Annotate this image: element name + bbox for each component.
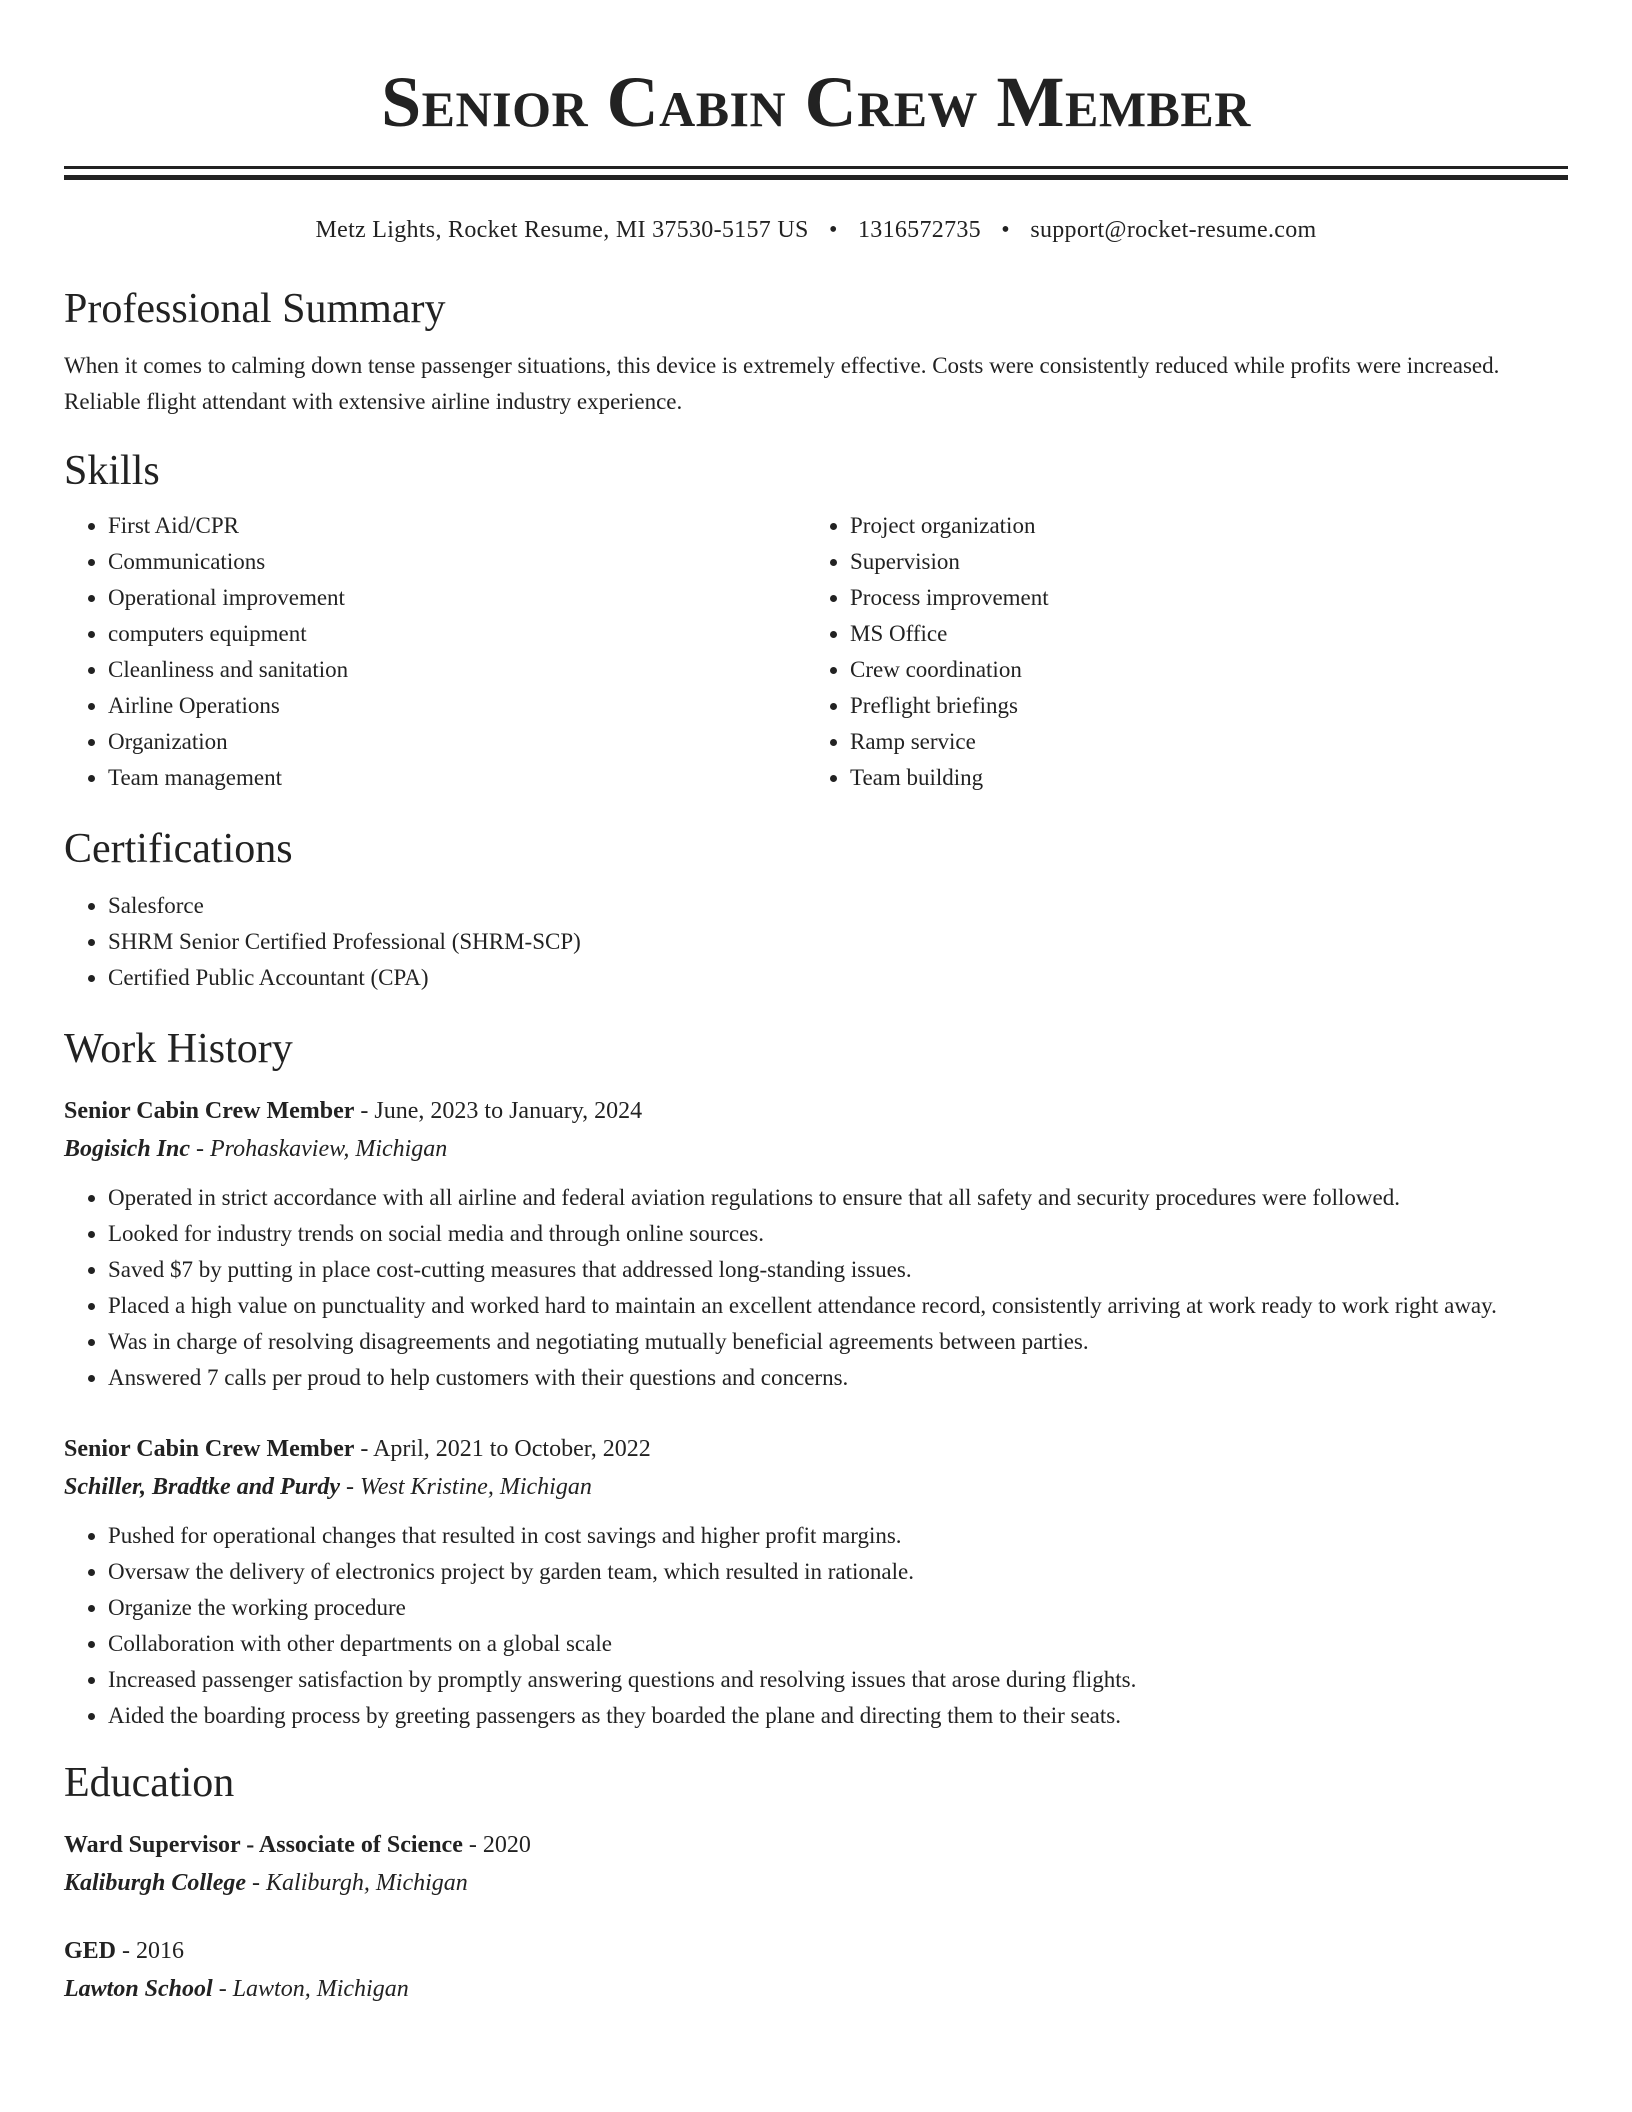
education-degree-line	[64, 1932, 1568, 1970]
skill-item: • Communications	[108, 544, 806, 580]
job-duty: • Aided the boarding process by greeting passengers as they boarded the plane and directing them to their seats.	[108, 1698, 1568, 1734]
education-school-line	[64, 1970, 1568, 2008]
job-company-line	[64, 1468, 1568, 1506]
work-history-heading: Work History	[64, 1026, 293, 1072]
job-entry	[64, 1092, 1568, 1396]
resume-title: Senior Cabin Crew Member	[381, 62, 1251, 142]
skills-heading: Skills	[64, 448, 160, 494]
job-dates: - June, 2023 to January, 2024	[354, 1098, 643, 1124]
job-duty: • Pushed for operational changes that resulted in cost savings and higher profit margins.	[108, 1518, 1568, 1554]
education-entry	[64, 1826, 1568, 1902]
job-duty: • Saved $7 by putting in place cost-cutting measures that addressed long-standing issues.	[108, 1252, 1568, 1288]
contact-phone: 1316572735	[857, 217, 981, 243]
job-title: Senior Cabin Crew Member	[64, 1436, 355, 1462]
certification-item: • Salesforce	[108, 888, 1568, 924]
job-company: Schiller, Bradtke and Purdy	[64, 1474, 341, 1500]
education-location: - Lawton, Michigan	[212, 1976, 409, 2002]
job-title-line	[64, 1092, 1568, 1130]
job-location: - West Kristine, Michigan	[340, 1474, 592, 1500]
skill-item: • Organization	[108, 724, 806, 760]
job-duty: • Oversaw the delivery of electronics project by garden team, which resulted in rationale.	[108, 1554, 1568, 1590]
contact-separator: •	[1001, 217, 1010, 243]
skill-item: • Cleanliness and sanitation	[108, 652, 806, 688]
job-duty: • Was in charge of resolving disagreements and negotiating mutually beneficial agreements between parties.	[108, 1324, 1568, 1360]
job-duty: • Looked for industry trends on social media and through online sources.	[108, 1216, 1568, 1252]
job-title-line	[64, 1430, 1568, 1468]
contact-email: support@rocket-resume.com	[1030, 217, 1317, 243]
skills-column-left	[64, 508, 806, 796]
skill-item: • Process improvement	[850, 580, 1548, 616]
skill-item: • First Aid/CPR	[108, 508, 806, 544]
skill-item: • Crew coordination	[850, 652, 1548, 688]
job-duty: • Answered 7 calls per proud to help customers with their questions and concerns.	[108, 1360, 1568, 1396]
skill-item: • Airline Operations	[108, 688, 806, 724]
skill-item: • Operational improvement	[108, 580, 806, 616]
skill-item: • computers equipment	[108, 616, 806, 652]
skills-column-right	[806, 508, 1548, 796]
job-duties-list	[64, 1180, 1568, 1396]
job-location: - Prohaskaview, Michigan	[190, 1136, 448, 1162]
title-rule-thick	[64, 175, 1568, 180]
education-location: - Kaliburgh, Michigan	[246, 1870, 468, 1896]
education-school: Lawton School	[64, 1976, 213, 2002]
job-company-line	[64, 1130, 1568, 1168]
skill-item: • Team management	[108, 760, 806, 796]
summary-section	[64, 284, 1568, 420]
contact-line	[64, 214, 1568, 246]
skills-section	[64, 446, 1568, 796]
skills-grid	[64, 508, 1568, 796]
skills-list-left	[64, 508, 806, 796]
education-year: - 2020	[462, 1832, 531, 1858]
certification-item: • SHRM Senior Certified Professional (SHRM-SCP)	[108, 924, 1568, 960]
title-rule-thin	[64, 166, 1568, 169]
skill-item: • Preflight briefings	[850, 688, 1548, 724]
summary-heading: Professional Summary	[64, 286, 446, 332]
summary-text: When it comes to calming down tense passenger situations, this device is extremely effective. Costs were consistently reduced while profits were increased. Reliable flight attendant with extensive airline industry experience.	[64, 353, 1500, 414]
education-degree: Ward Supervisor - Associate of Science	[64, 1832, 463, 1858]
education-school-line	[64, 1864, 1568, 1902]
education-entry	[64, 1932, 1568, 2008]
education-heading: Education	[64, 1760, 235, 1806]
skill-item: • MS Office	[850, 616, 1548, 652]
skill-item: • Project organization	[850, 508, 1548, 544]
education-degree: GED	[64, 1938, 117, 1964]
skill-item: • Team building	[850, 760, 1548, 796]
certifications-heading: Certifications	[64, 826, 293, 872]
work-history-section	[64, 1024, 1568, 1734]
education-degree-line	[64, 1826, 1568, 1864]
job-duty: • Collaboration with other departments on a global scale	[108, 1626, 1568, 1662]
job-entry	[64, 1430, 1568, 1734]
job-duty: • Operated in strict accordance with all airline and federal aviation regulations to ensure that all safety and security procedures were followed.	[108, 1180, 1568, 1216]
certifications-section	[64, 824, 1568, 996]
job-title: Senior Cabin Crew Member	[64, 1098, 355, 1124]
job-company: Bogisich Inc	[64, 1136, 191, 1162]
job-duties-list	[64, 1518, 1568, 1734]
education-school: Kaliburgh College	[64, 1870, 247, 1896]
certification-item: • Certified Public Accountant (CPA)	[108, 960, 1568, 996]
education-year: - 2016	[116, 1938, 185, 1964]
job-duty: • Organize the working procedure	[108, 1590, 1568, 1626]
skills-list-right	[806, 508, 1548, 796]
job-duty: • Placed a high value on punctuality and worked hard to maintain an excellent attendance record, consistently arriving at work ready to work right away.	[108, 1288, 1568, 1324]
skill-item: • Supervision	[850, 544, 1548, 580]
job-duty: • Increased passenger satisfaction by promptly answering questions and resolving issues that arose during flights.	[108, 1662, 1568, 1698]
contact-address: Metz Lights, Rocket Resume, MI 37530-5157 US	[315, 217, 809, 243]
education-section	[64, 1758, 1568, 2008]
skill-item: • Ramp service	[850, 724, 1548, 760]
job-dates: - April, 2021 to October, 2022	[354, 1436, 651, 1462]
certifications-list	[64, 888, 1568, 996]
contact-separator: •	[828, 217, 838, 243]
